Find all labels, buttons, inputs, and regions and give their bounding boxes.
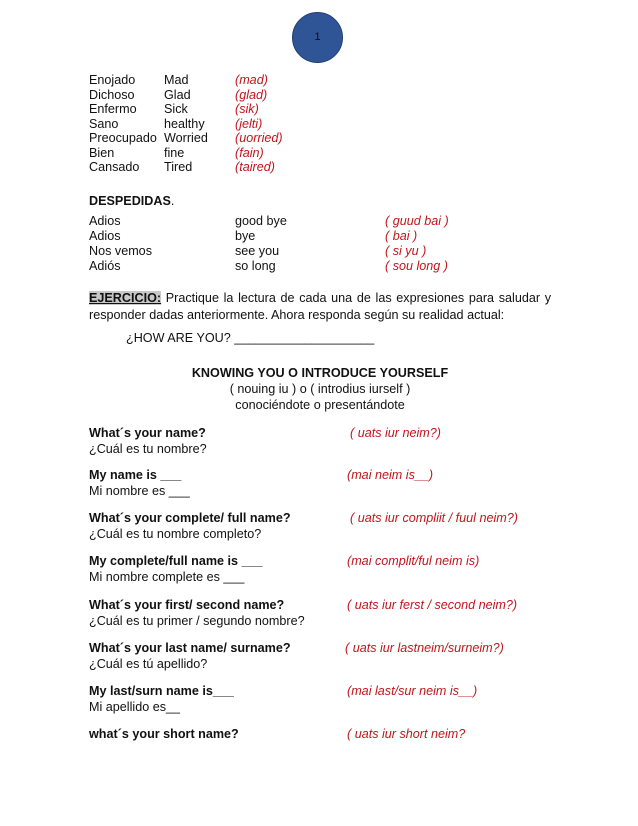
- vocab-pronunciation: (uorried): [235, 131, 283, 145]
- despedida-english: see you: [235, 244, 280, 258]
- vocab-pronunciation: (taired): [235, 160, 275, 174]
- phrase-spanish: ¿Cuál es tu primer / segundo nombre?: [89, 614, 305, 628]
- phrase-spanish: ¿Cuál es tu nombre completo?: [89, 527, 262, 541]
- despedida-spanish: Adios: [89, 214, 121, 228]
- phrase-pronunciation: ( uats iur ferst / second neim?): [347, 598, 518, 612]
- phrase-pronunciation: ( uats iur compliit / fuul neim?): [350, 511, 518, 525]
- despedida-pronunciation: ( bai ): [385, 229, 418, 243]
- page-number: 1: [314, 31, 321, 43]
- phrase-spanish: ¿Cuál es tú apellido?: [89, 657, 208, 671]
- vocab-pronunciation: (glad): [235, 88, 268, 102]
- phrase-pronunciation: (mai last/sur neim is__): [347, 684, 478, 698]
- vocab-english: fine: [164, 146, 185, 160]
- vocab-english: Sick: [164, 102, 188, 116]
- phrase-block: [89, 425, 559, 457]
- vocab-english: Worried: [164, 131, 208, 145]
- phrase-block: [89, 553, 559, 585]
- page-number-badge: [292, 12, 343, 63]
- phrase-english: what´s your short name?: [89, 727, 239, 741]
- despedida-english: bye: [235, 229, 256, 243]
- despedida-pronunciation: ( si yu ): [385, 244, 427, 258]
- vocab-english: Glad: [164, 88, 191, 102]
- exercise-paragraph: [89, 290, 551, 324]
- despedida-spanish: Nos vemos: [89, 244, 152, 258]
- phrase-block: [89, 726, 559, 758]
- vocab-spanish: Cansado: [89, 160, 140, 174]
- vocab-spanish: Dichoso: [89, 88, 135, 102]
- phrase-spanish: Mi nombre es ___: [89, 484, 190, 498]
- section-pronunciation: ( nouing iu ) o ( introdius iurself ): [229, 382, 411, 396]
- exercise-label: EJERCICIO:: [89, 291, 162, 305]
- phrase-pronunciation: ( uats iur neim?): [350, 426, 441, 440]
- section-title: KNOWING YOU O INTRODUCE YOURSELF: [191, 366, 449, 380]
- phrase-english: What´s your name?: [89, 426, 206, 440]
- phrase-block: [89, 640, 559, 672]
- despedida-spanish: Adios: [89, 229, 121, 243]
- phrase-pronunciation: (mai neim is__): [347, 468, 434, 482]
- phrase-pronunciation: ( uats iur short neim?: [347, 727, 466, 741]
- vocab-spanish: Sano: [89, 117, 119, 131]
- despedidas-heading-punct: .: [170, 194, 175, 208]
- despedida-english: so long: [235, 259, 276, 273]
- despedida-pronunciation: ( guud bai ): [385, 214, 449, 228]
- phrase-pronunciation: ( uats iur lastneim/surneim?): [345, 641, 504, 655]
- phrase-pronunciation: (mai complit/ful neim is): [347, 554, 480, 568]
- vocab-english: healthy: [164, 117, 205, 131]
- vocab-pronunciation: (fain): [235, 146, 264, 160]
- vocab-english: Mad: [164, 73, 189, 87]
- phrase-english: My name is ___: [89, 468, 182, 482]
- vocab-pronunciation: (mad): [235, 73, 268, 87]
- vocab-spanish: Enfermo: [89, 102, 137, 116]
- despedida-pronunciation: ( sou long ): [385, 259, 448, 273]
- vocab-spanish: Enojado: [89, 73, 136, 87]
- section-translation: conociéndote o presentándote: [235, 398, 405, 412]
- phrase-english: My last/surn name is___: [89, 684, 234, 698]
- despedida-english: good bye: [235, 214, 287, 228]
- phrase-english: What´s your last name/ surname?: [89, 641, 291, 655]
- vocab-pronunciation: (jelti): [235, 117, 263, 131]
- phrase-english: What´s your complete/ full name?: [89, 511, 291, 525]
- vocab-spanish: Preocupado: [89, 131, 157, 145]
- phrase-spanish: Mi nombre complete es ___: [89, 570, 245, 584]
- despedida-spanish: Adiós: [89, 259, 121, 273]
- phrase-english: My complete/full name is ___: [89, 554, 263, 568]
- vocab-spanish: Bien: [89, 146, 115, 160]
- vocab-english: Tired: [164, 160, 193, 174]
- despedidas-heading: [89, 194, 174, 209]
- exercise-text: Practique la lectura de cada una de las expresiones para saludar y responder dadas anteriormente. Ahora responda según su realidad actual:: [89, 291, 551, 322]
- exercise-prompt: ¿HOW ARE YOU? ____________________: [126, 331, 375, 345]
- phrase-block: [89, 597, 559, 629]
- phrase-block: [89, 683, 559, 715]
- phrase-block: [89, 510, 559, 542]
- phrase-block: [89, 467, 559, 499]
- phrase-english: What´s your first/ second name?: [89, 598, 285, 612]
- vocab-pronunciation: (sik): [235, 102, 259, 116]
- phrase-spanish: Mi apellido es__: [89, 700, 181, 714]
- phrase-spanish: ¿Cuál es tu nombre?: [89, 442, 207, 456]
- despedidas-heading-text: DESPEDIDAS: [89, 194, 171, 208]
